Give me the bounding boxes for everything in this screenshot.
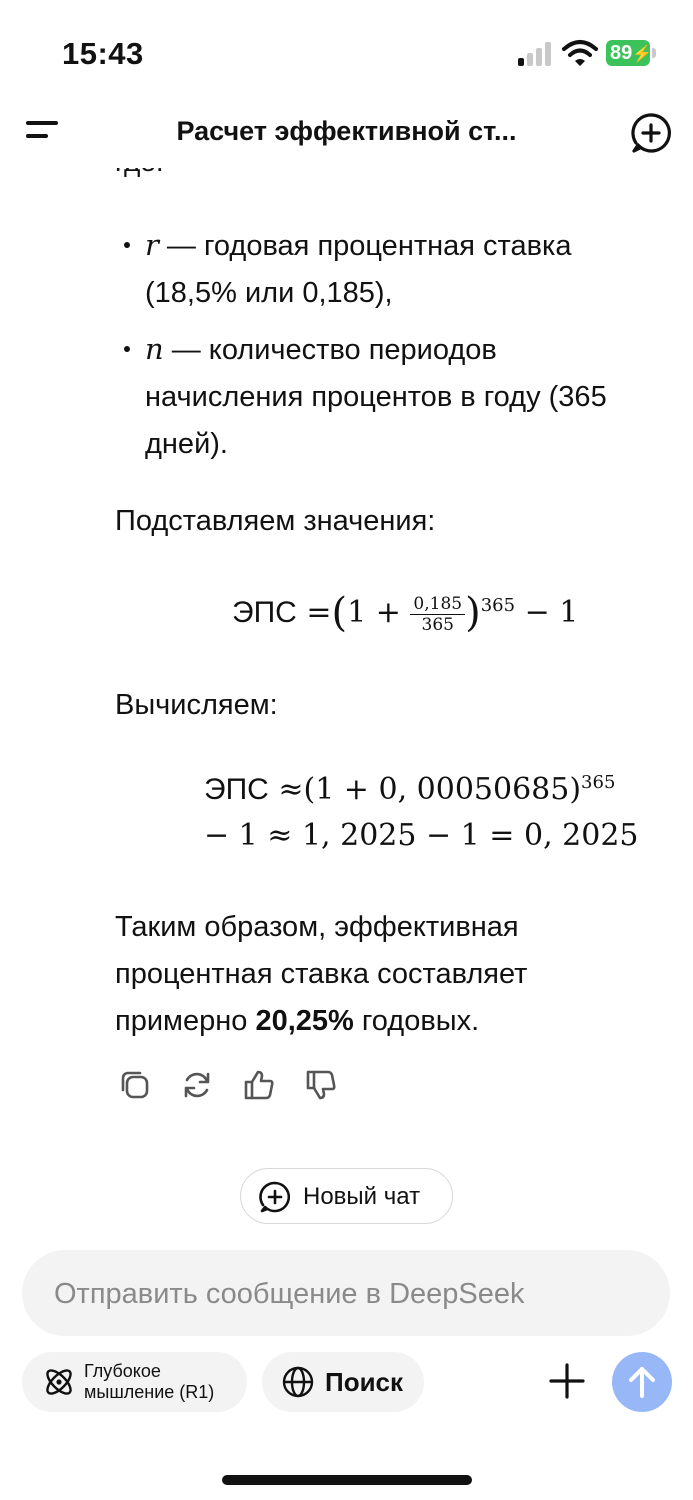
math-variable: r: [145, 228, 159, 262]
atom-icon: [42, 1365, 76, 1399]
thumbs-down-icon[interactable]: [304, 1068, 338, 1102]
formula-equals: =: [306, 595, 332, 630]
battery-level: 89: [610, 42, 633, 64]
bullet-dot: [124, 346, 130, 352]
formula-compute-line2: − 1 ≈ 1, 2025 − 1 = 0, 2025: [204, 818, 639, 853]
plus-icon[interactable]: [548, 1362, 586, 1400]
deep-think-label: [84, 1361, 214, 1403]
charging-bolt-icon: ⚡: [632, 46, 653, 63]
wifi-icon: [562, 38, 598, 68]
list-item-text: [145, 326, 665, 468]
message-composer: [22, 1250, 670, 1336]
list-item-line: — годовая процентная ставка: [158, 230, 572, 262]
search-toggle[interactable]: [262, 1352, 424, 1412]
list-item-text: [145, 222, 665, 317]
list-item-line: (18,5% или 0,185),: [145, 277, 393, 309]
chat-title: Расчет эффективной ст...: [176, 116, 517, 146]
deep-think-toggle[interactable]: [22, 1352, 247, 1412]
menu-icon: [26, 121, 58, 125]
status-bar: [0, 0, 693, 100]
formula-exponent: 365: [480, 595, 516, 616]
conclusion-highlight: 20,25%: [255, 1005, 354, 1037]
battery-cap: [652, 48, 656, 58]
deep-think-label-line: мышление (R1): [84, 1382, 215, 1402]
formula-fraction: [410, 594, 465, 635]
regenerate-icon[interactable]: [180, 1068, 214, 1102]
arrow-up-icon: [612, 1352, 672, 1412]
formula-one-plus: 1 +: [347, 595, 401, 630]
list-item-line: начисления процентов в году (365: [145, 381, 607, 413]
send-button[interactable]: [612, 1352, 672, 1412]
assistant-message: [0, 168, 693, 1168]
chat-header: [0, 100, 693, 168]
conclusion-line: процентная ставка составляет: [115, 958, 528, 990]
message-input[interactable]: [52, 1250, 646, 1338]
deep-think-label-line: Глубокое: [84, 1361, 161, 1381]
new-chat-label: Новый чат: [303, 1183, 421, 1210]
new-chat-button[interactable]: [240, 1168, 453, 1224]
search-label: Поиск: [325, 1367, 404, 1397]
battery-indicator: [606, 40, 653, 66]
new-chat-icon: [259, 1181, 291, 1213]
fraction-denominator: 365: [421, 614, 454, 635]
list-item-line: — количество периодов: [163, 334, 497, 366]
status-time: 15:43: [62, 36, 144, 71]
formula-close-paren: ): [465, 590, 481, 636]
formula-open-paren: (: [331, 590, 348, 636]
paragraph-conclusion: [115, 904, 635, 1045]
menu-icon-line: [26, 134, 48, 138]
paragraph-substitute: Подставляем значения:: [115, 505, 436, 537]
formula-substitute: [232, 590, 578, 636]
conclusion-line-start: примерно: [115, 1005, 256, 1037]
formula-minus-one: − 1: [524, 595, 579, 630]
formula-expression: (1 + 0, 00050685): [303, 772, 582, 807]
cellular-signal-icon: [518, 42, 554, 66]
thumbs-up-icon[interactable]: [242, 1068, 276, 1102]
formula-approx: ≈: [278, 772, 304, 807]
fraction-numerator: 0,185: [410, 594, 465, 615]
new-chat-icon[interactable]: [630, 112, 672, 154]
menu-button[interactable]: [26, 118, 60, 148]
formula-lhs: ЭПС: [232, 596, 297, 629]
list-item-line: дней).: [145, 428, 228, 460]
conclusion-line-end: годовых.: [353, 1005, 480, 1037]
globe-icon: [282, 1366, 314, 1398]
paragraph-compute: Вычисляем:: [115, 689, 278, 721]
home-indicator: [222, 1475, 472, 1485]
formula-compute-line1: [204, 772, 615, 807]
formula-lhs: ЭПС: [204, 773, 269, 806]
formula-exponent: 365: [581, 772, 616, 793]
copy-icon[interactable]: [118, 1068, 152, 1102]
math-variable: n: [145, 332, 164, 366]
conclusion-line: Таким образом, эффективная: [115, 911, 519, 943]
bullet-dot: [124, 242, 130, 248]
